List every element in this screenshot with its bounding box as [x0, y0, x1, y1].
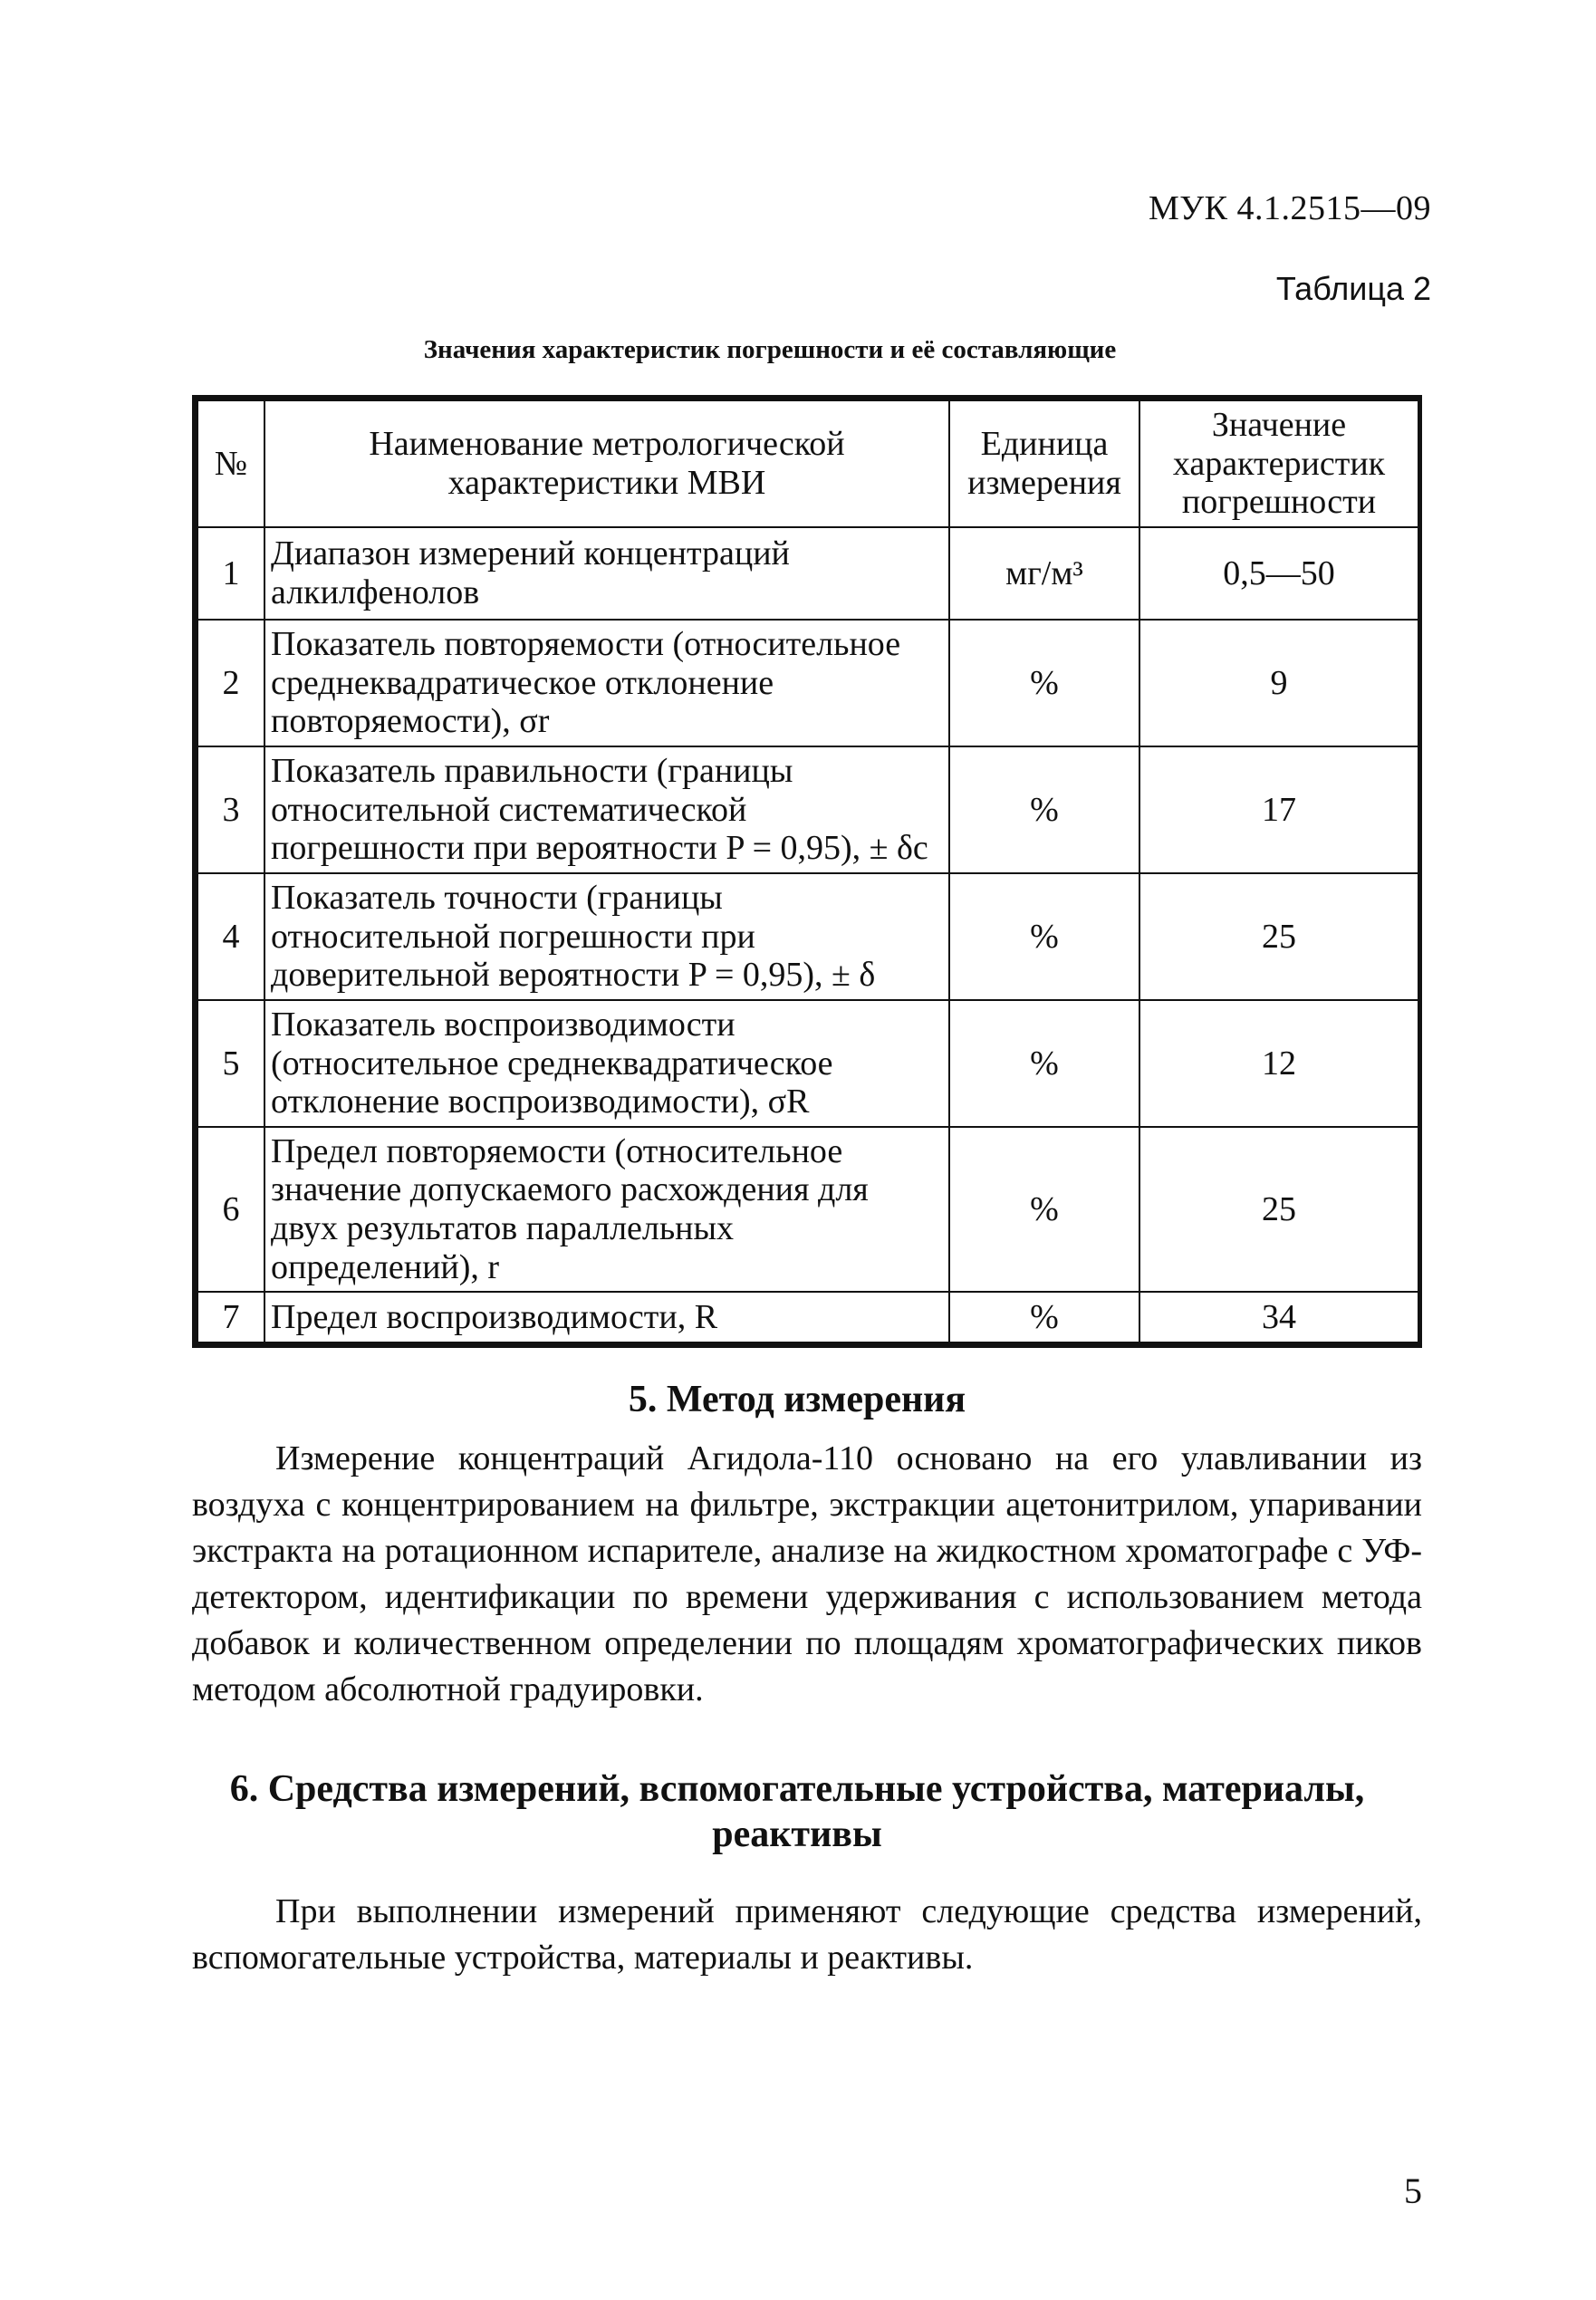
section-5-paragraph: Измерение концентраций Агидола-110 основано на его улавливании из воздуха с концентрированием на фильтре, экстракции ацетонитрилом, упаривании экстракта на ротационном испарителе, анализе на жидкостном хроматографе с УФ-детектором, идентификации по времени удерживания с использованием метода добавок и количественном определении по площадям хроматографических пиков методом абсолютной градуировки.	[192, 1439, 1422, 1708]
row-name: Показатель правильности (границы относительной систематической погрешности при вероятности P = 0,95), ± δc	[264, 746, 949, 873]
row-number: 3	[197, 746, 264, 873]
table-row	[197, 1127, 1418, 1292]
row-number: 1	[197, 527, 264, 620]
row-name: Предел воспроизводимости, R	[264, 1292, 949, 1342]
row-name: Показатель воспроизводимости (относительное среднеквадратическое отклонение воспроизводимости), σR	[264, 1000, 949, 1127]
row-number: 2	[197, 620, 264, 746]
document-code: МУК 4.1.2515—09	[1148, 189, 1431, 227]
row-unit: %	[949, 1127, 1139, 1292]
table-row	[197, 1292, 1418, 1342]
row-unit: %	[949, 873, 1139, 1000]
page-number: 5	[1404, 2170, 1422, 2211]
row-number: 5	[197, 1000, 264, 1127]
column-header-unit: Единица измерения	[949, 400, 1139, 527]
row-name: Диапазон измерений концентраций алкилфенолов	[264, 527, 949, 620]
table-header-row	[197, 400, 1418, 527]
row-name: Показатель точности (границы относительной погрешности при доверительной вероятности P = 0,95), ± δ	[264, 873, 949, 1000]
row-value: 25	[1139, 873, 1418, 1000]
row-value: 9	[1139, 620, 1418, 746]
table-title: Значения характеристик погрешности и её составляющие	[423, 335, 1117, 364]
row-value: 17	[1139, 746, 1418, 873]
column-header-name: Наименование метрологической характеристики МВИ	[264, 400, 949, 527]
table-label: Таблица 2	[1275, 270, 1431, 307]
row-unit: %	[949, 746, 1139, 873]
row-value: 12	[1139, 1000, 1418, 1127]
row-value: 25	[1139, 1127, 1418, 1292]
table-row	[197, 527, 1418, 620]
row-unit: %	[949, 620, 1139, 746]
row-number: 6	[197, 1127, 264, 1292]
column-header-value: Значение характеристик погрешности	[1139, 400, 1418, 527]
table-row	[197, 1000, 1418, 1127]
characteristics-table	[192, 395, 1422, 1348]
section-6-paragraph: При выполнении измерений применяют следующие средства измерений, вспомогательные устройства, материалы и реактивы.	[192, 1892, 1422, 1977]
column-header-number: №	[197, 400, 264, 527]
row-number: 4	[197, 873, 264, 1000]
row-unit: %	[949, 1292, 1139, 1342]
table-row	[197, 620, 1418, 746]
row-value: 0,5—50	[1139, 527, 1418, 620]
section-6-heading: 6. Средства измерений, вспомогательные устройства, материалы, реактивы	[229, 1768, 1365, 1856]
row-name: Предел повторяемости (относительное значение допускаемого расхождения для двух результатов параллельных определений), r	[264, 1127, 949, 1292]
table-row	[197, 746, 1418, 873]
row-unit: %	[949, 1000, 1139, 1127]
table-row	[197, 873, 1418, 1000]
row-number: 7	[197, 1292, 264, 1342]
section-5-heading: 5. Метод измерения	[628, 1379, 966, 1420]
row-unit: мг/м³	[949, 527, 1139, 620]
row-value: 34	[1139, 1292, 1418, 1342]
row-name: Показатель повторяемости (относительное среднеквадратическое отклонение повторяемости), σr	[264, 620, 949, 746]
